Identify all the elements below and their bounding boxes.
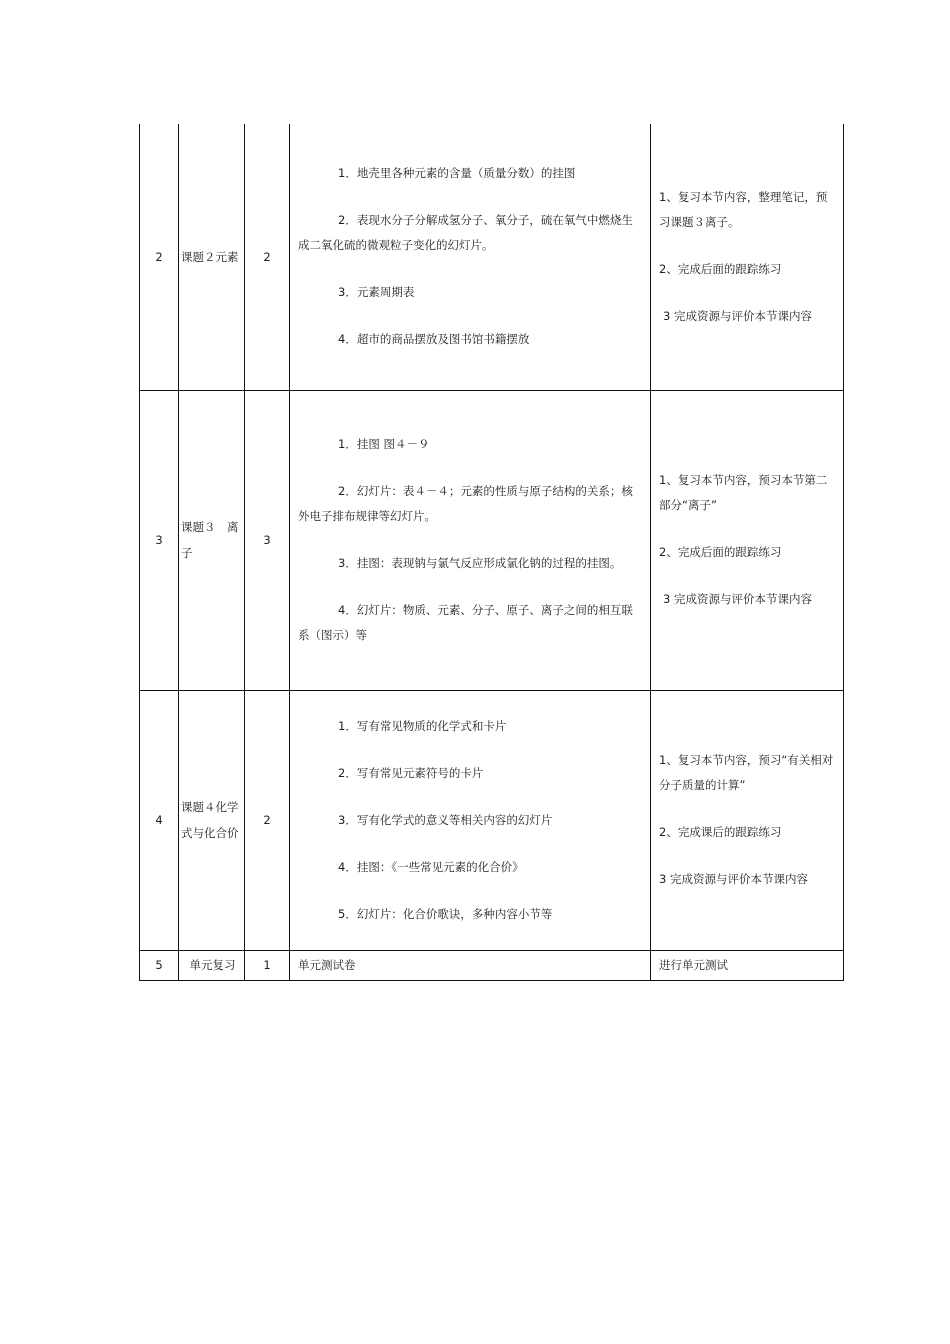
lesson-hours: 2 [245,690,290,950]
table-row [140,390,844,690]
material-item: 1．写有常见物质的化学式和卡片 [338,718,507,733]
lesson-table [139,124,844,981]
lesson-number: 5 [140,950,179,980]
table-row [140,950,844,980]
material-item: 2．表现水分子分解成氢分子、氧分子，硫在氧气中燃烧生成二氧化硫的微观粒子变化的幻灯片。 [298,213,633,253]
material-item: 3．元素周期表 [338,285,415,300]
homework-item: 2、完成后面的跟踪练习 [659,545,782,559]
homework-cell [651,124,844,390]
lesson-hours: 1 [245,950,290,980]
material-item: 1．地壳里各种元素的含量（质量分数）的挂图 [338,166,576,181]
material-item: 3．挂图：表现钠与氯气反应形成氯化钠的过程的挂图。 [338,556,622,570]
homework-item: 2、完成课后的跟踪练习 [659,825,782,839]
lesson-number: 3 [140,390,179,690]
lesson-hours: 3 [245,390,290,690]
material-item: 4．挂图：《一些常见元素的化合价》 [338,859,524,874]
materials-cell [290,390,651,690]
lesson-number: 4 [140,690,179,950]
table-row [140,124,844,390]
lesson-topic: 课题３ 离子 [179,390,245,690]
material-item: 3．写有化学式的意义等相关内容的幻灯片 [338,812,553,827]
material-item: 1．挂图 图４－９ [338,437,430,451]
materials-cell [290,124,651,390]
homework-cell [651,690,844,950]
homework-item: 1、复习本节内容，预习本节第二部分“离子” [659,473,828,512]
homework-item: 2、完成后面的跟踪练习 [659,261,782,276]
homework-item: 1、复习本节内容，整理笔记，预习课题３离子。 [659,189,828,229]
lesson-plan-table [139,124,834,981]
lesson-hours: 2 [245,124,290,390]
material-item: 4．超市的商品摆放及图书馆书籍摆放 [338,332,530,347]
material-item: 2．幻灯片：表４－４；元素的性质与原子结构的关系；核外电子排布规律等幻灯片。 [298,484,633,523]
table-row [140,690,844,950]
material-item: 单元测试卷 [290,950,651,980]
homework-item: 3 完成资源与评价本节课内容 [663,308,812,323]
material-item: 5．幻灯片：化合价歌诀，多种内容小节等 [338,906,553,921]
materials-cell [290,690,651,950]
homework-item: 1、复习本节内容，预习“有关相对分子质量的计算” [659,753,834,792]
lesson-topic: 课题２元素 [179,124,245,390]
lesson-number: 2 [140,124,179,390]
homework-item: 进行单元测试 [651,950,844,980]
homework-item: 3 完成资源与评价本节课内容 [663,592,812,606]
material-item: 2．写有常见元素符号的卡片 [338,765,484,780]
lesson-topic: 单元复习 [179,950,245,980]
homework-item: 3 完成资源与评价本节课内容 [659,872,808,886]
homework-cell [651,390,844,690]
material-item: 4．幻灯片：物质、元素、分子、原子、离子之间的相互联系（图示）等 [298,603,633,642]
lesson-topic: 课题４化学式与化合价 [179,690,245,950]
